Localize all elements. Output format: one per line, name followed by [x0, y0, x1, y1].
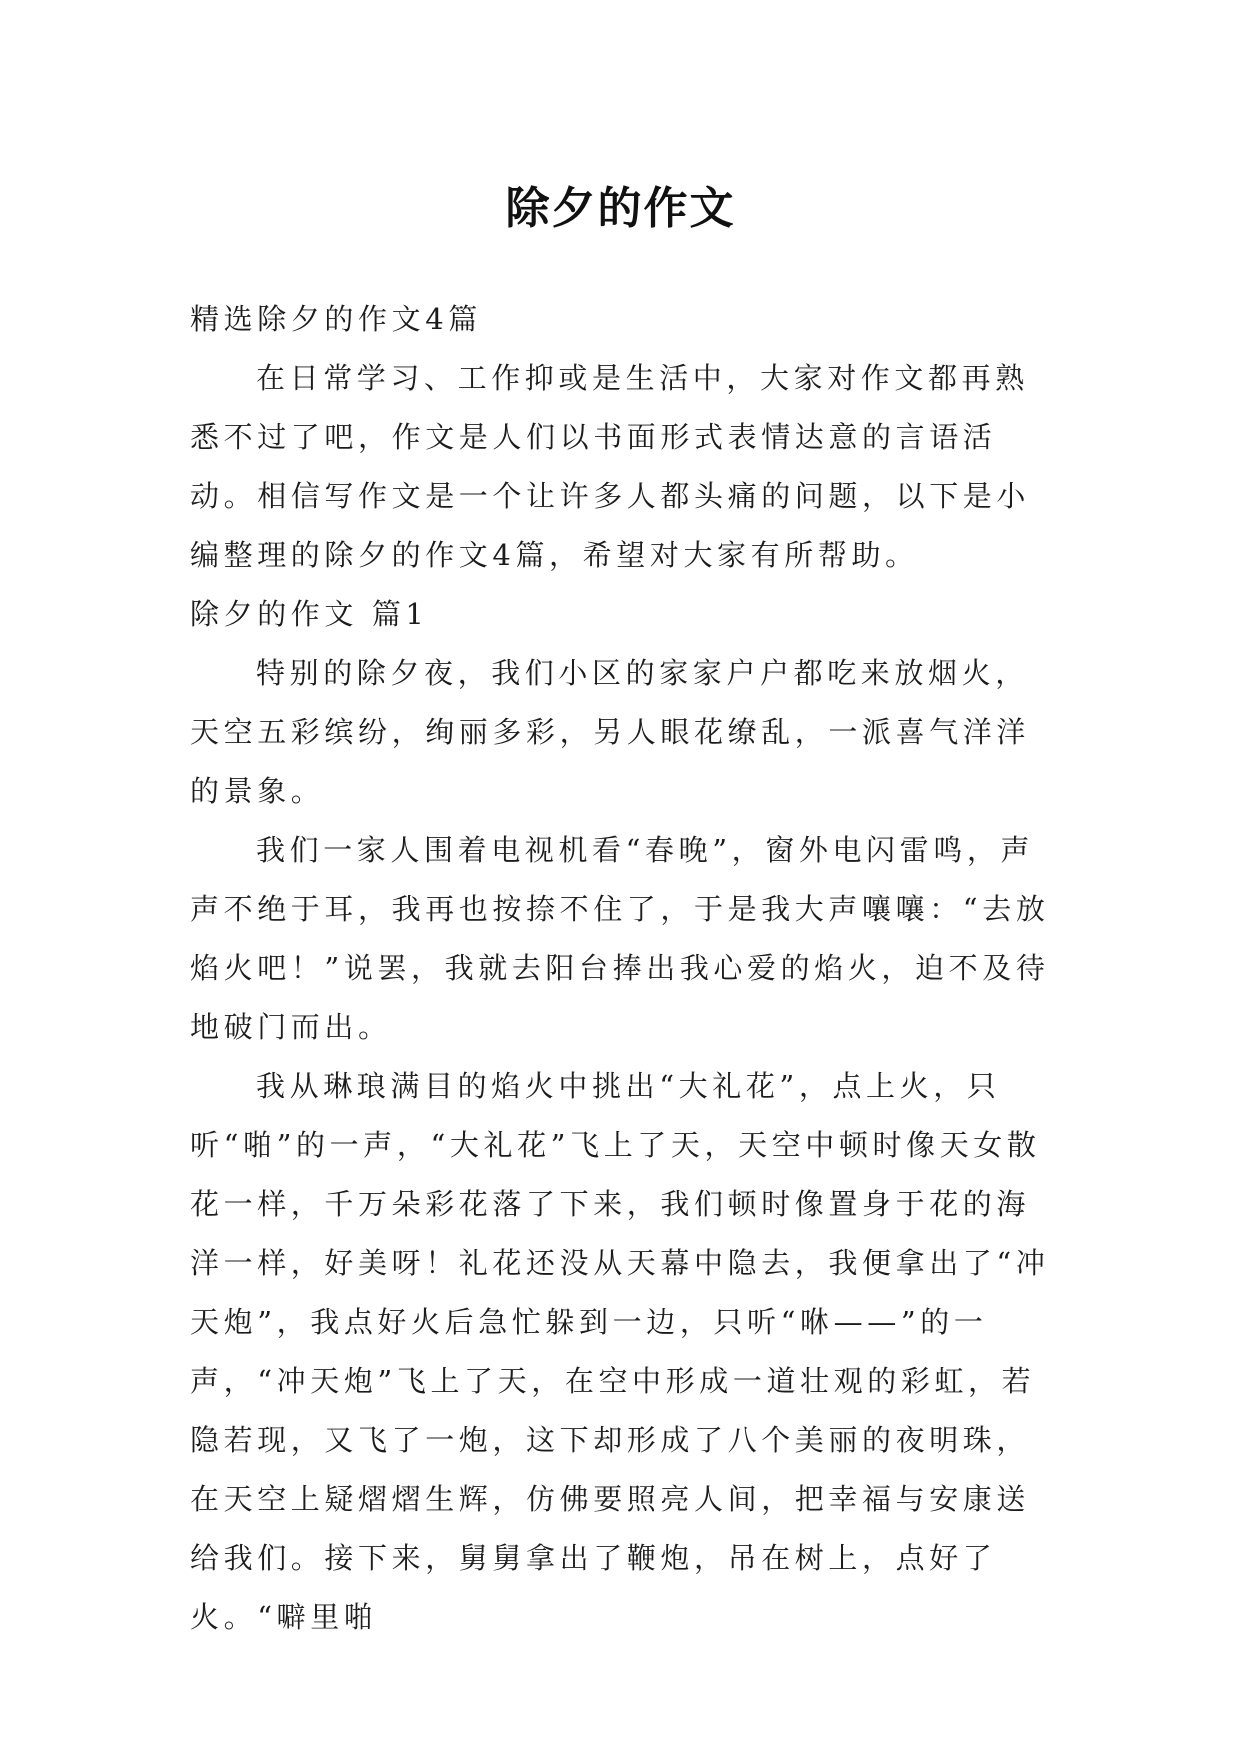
section-heading: 除夕的作文 篇1: [190, 597, 429, 631]
body-paragraph-2: 我们一家人围着电视机看“春晚”，窗外电闪雷鸣，声声不绝于耳，我再也按捺不住了，于是我大声嚷嚷：“去放焰火吧！”说罢，我就去阳台捧出我心爱的焰火，迫不及待地破门而出。: [190, 833, 1050, 1044]
intro-paragraph: 在日常学习、工作抑或是生活中，大家对作文都再熟悉不过了吧，作文是人们以书面形式表情达意的言语活动。相信写作文是一个让许多人都头痛的问题，以下是小编整理的除夕的作文4篇，希望对大家有所帮助。: [190, 361, 1031, 572]
body-paragraph-1: 特别的除夕夜，我们小区的家家户户都吃来放烟火，天空五彩缤纷，绚丽多彩，另人眼花缭乱，一派喜气洋洋的景象。: [190, 656, 1031, 808]
document-title: 除夕的作文: [505, 183, 736, 235]
document-body: [190, 290, 1050, 1647]
collection-subtitle: 精选除夕的作文4篇: [190, 302, 482, 336]
body-paragraph-3: 我从琳琅满目的焰火中挑出“大礼花”，点上火，只听“啪”的一声，“大礼花”飞上了天，天空中顿时像天女散花一样，千万朵彩花落了下来，我们顿时像置身于花的海洋一样，好美呀！礼花还没从天幕中隐去，我便拿出了“冲天炮”，我点好火后急忙躲到一边，只听“咻——”的一声，“冲天炮”飞上了天，在空中形成一道壮观的彩虹，若隐若现，又飞了一炮，这下却形成了八个美丽的夜明珠，在天空上疑熠熠生辉，仿佛要照亮人间，把幸福与安康送给我们。接下来，舅舅拿出了鞭炮，吊在树上，点好了火。“噼里啪: [190, 1069, 1050, 1634]
